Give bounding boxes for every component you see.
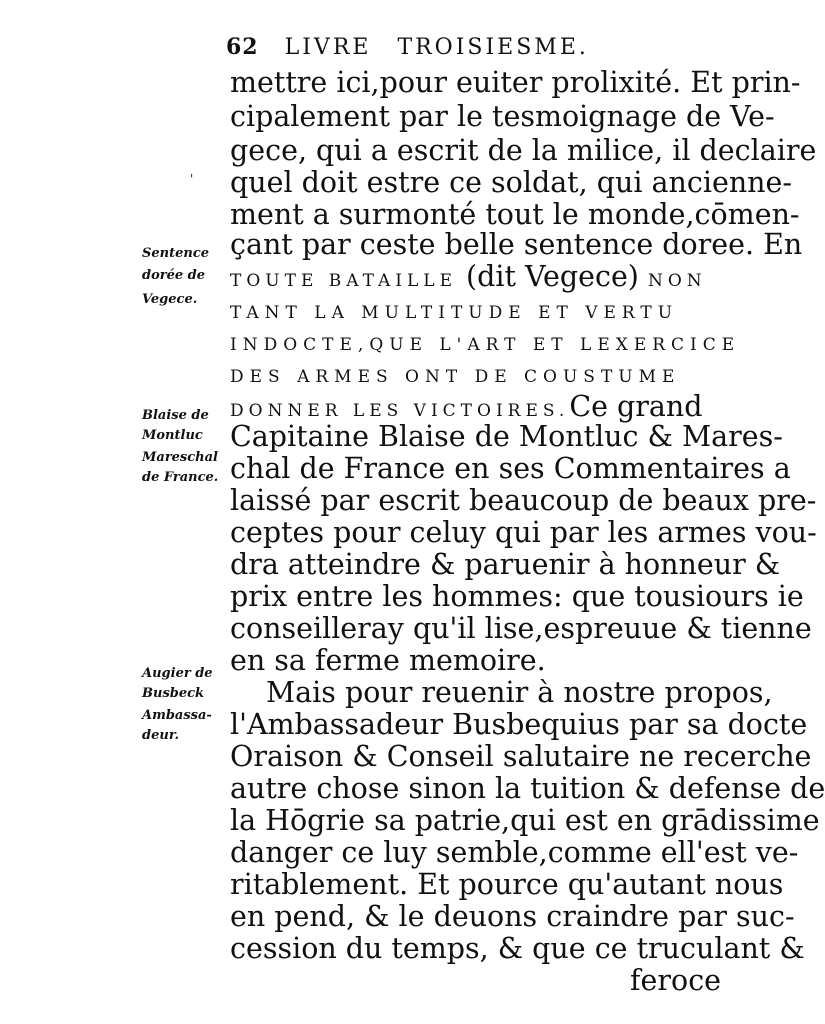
text-line: dra atteindre & paruenir à honneur & xyxy=(230,548,781,581)
quote-line: TANT LA MULTITUDE ET VERTU xyxy=(230,303,679,323)
text-line: ceptes pour celuy qui par les armes vou- xyxy=(230,516,817,549)
margin-note-line: Sentence xyxy=(142,246,210,261)
margin-note-line: Augier de xyxy=(142,666,213,681)
paragraph-start-line: Mais pour reuenir à nostre propos, xyxy=(266,676,773,709)
margin-note-busbeck xyxy=(142,666,228,744)
text-line: cession du temps, & que ce truculant & xyxy=(230,932,805,965)
text-line: conseilleray qu'il lise,espreuue & tienne xyxy=(230,612,812,645)
page-number: 62 xyxy=(226,34,259,60)
margin-note-line: Vegece. xyxy=(142,292,198,307)
margin-note-line: dorée de xyxy=(142,268,206,283)
text-line: l'Ambassadeur Busbequius par sa docte xyxy=(230,708,808,741)
margin-note-montluc xyxy=(142,408,228,486)
margin-note-sentence xyxy=(142,246,228,308)
margin-note-line: Ambassa- xyxy=(142,708,212,723)
stray-mark: ' xyxy=(190,172,194,186)
text-line: autre chose sinon la tuition & defense de xyxy=(230,772,825,805)
text-line: ritablement. Et pource qu'autant nous xyxy=(230,868,784,901)
text-line: prix entre les hommes: que tousiours ie xyxy=(230,580,804,613)
text-line: la Hōgrie sa patrie,qui est en grādissime xyxy=(230,804,820,837)
text-line: chal de France en ses Commentaires a xyxy=(230,452,791,485)
running-header xyxy=(226,34,666,60)
running-title-troisiesme: TROISIESME. xyxy=(397,35,589,60)
catchword: feroce xyxy=(630,964,722,997)
text-line: mettre ici,pour euiter prolixité. Et prin- xyxy=(230,66,801,99)
text-line: çant par ceste belle sentence doree. En xyxy=(230,228,803,261)
margin-note-line: Mareschal xyxy=(142,450,218,465)
text-line: en sa ferme memoire. xyxy=(230,644,546,677)
quote-smallcaps: DONNER LES VICTOIRES. xyxy=(230,401,570,421)
text-line: quel doit estre ce soldat, qui ancienne- xyxy=(230,166,793,199)
text-line xyxy=(230,260,710,298)
text-line: gece, qui a escrit de la milice, il declaire xyxy=(230,134,817,167)
quote-line: INDOCTE,QUE L'ART ET LEXERCICE xyxy=(230,335,741,355)
text-line: Oraison & Conseil salutaire ne recerche xyxy=(230,740,812,773)
quote-smallcaps: NON xyxy=(648,271,707,291)
margin-note-line: Montluc xyxy=(142,428,203,443)
text-line: danger ce luy semble,comme ell'est ve- xyxy=(230,836,799,869)
quote-attribution: (dit Vegece) xyxy=(466,260,639,293)
margin-note-line: de France. xyxy=(142,470,219,485)
running-title-livre: LIVRE xyxy=(284,35,372,60)
quote-smallcaps: TOUTE BATAILLE xyxy=(230,271,457,291)
text-line: ment a surmonté tout le monde,cōmen- xyxy=(230,198,800,231)
quote-line: DES ARMES ONT DE COUSTUME xyxy=(230,367,681,387)
text-line: laissé par escrit beaucoup de beaux pre- xyxy=(230,484,817,517)
text-fragment: Ce grand xyxy=(569,390,703,423)
margin-note-line: Blaise de xyxy=(142,408,209,423)
text-line: Capitaine Blaise de Montluc & Mares- xyxy=(230,420,783,453)
margin-note-line: deur. xyxy=(142,728,179,743)
text-line: cipalement par le tesmoignage de Ve- xyxy=(230,100,775,133)
margin-note-line: Busbeck xyxy=(142,686,205,701)
text-line: en pend, & le deuons craindre par suc- xyxy=(230,900,795,933)
